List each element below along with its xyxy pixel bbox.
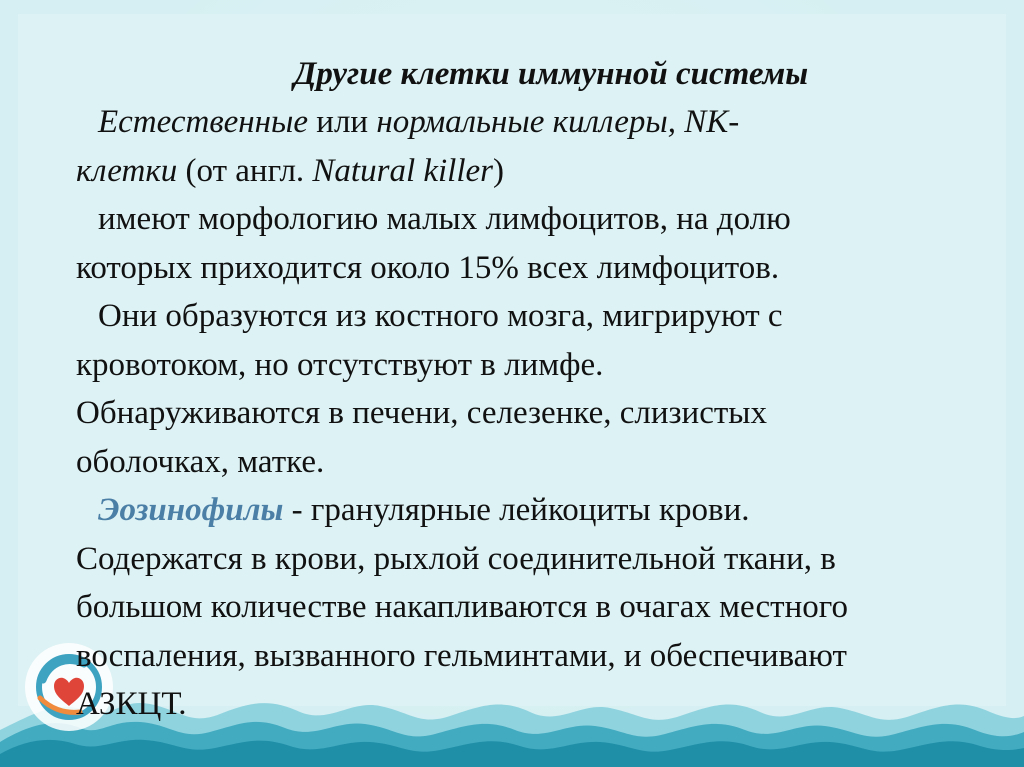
text-line-1: имеют морфологию малых лимфоцитов, на долю <box>98 201 791 237</box>
text-line-6: оболочках, матке. <box>76 443 325 480</box>
nk-term-normal-killers: нормальные киллеры, NK- <box>376 104 740 140</box>
nk-term-cells: клетки <box>76 152 178 189</box>
text-line-8: Содержатся в крови, рыхлой соединительной ткани, в <box>76 540 836 577</box>
eosinophils-line <box>76 486 1006 535</box>
nk-paren-close: ) <box>493 152 505 189</box>
nk-paren-open: (от англ. <box>177 152 313 189</box>
slide-content <box>76 50 1006 729</box>
text-line-10: воспаления, вызванного гельминтами, и обеспечивают <box>76 637 847 674</box>
text-line-11: АЗКЦТ. <box>76 686 187 722</box>
nk-connector: или <box>308 104 377 140</box>
text-line-3: Они образуются из костного мозга, мигрируют с <box>98 298 783 334</box>
eosinophils-definition: - гранулярные лейкоциты крови. <box>283 492 750 528</box>
text-line-2: которых приходится около 15% всех лимфоцитов. <box>76 249 780 286</box>
nk-line-1 <box>76 98 1006 147</box>
nk-term-natural: Естественные <box>98 104 309 140</box>
eosinophils-term: Эозинофилы <box>98 492 284 528</box>
text-line-4: кровотоком, но отсутствуют в лимфе. <box>76 346 604 383</box>
text-line-9: большом количестве накапливаются в очагах местного <box>76 589 848 625</box>
text-line-5: Обнаруживаются в печени, селезенке, слизистых <box>76 395 767 431</box>
nk-english-term: Natural killer <box>312 152 494 189</box>
slide-title: Другие клетки иммунной системы <box>293 56 809 92</box>
nk-line-2 <box>76 147 1006 196</box>
